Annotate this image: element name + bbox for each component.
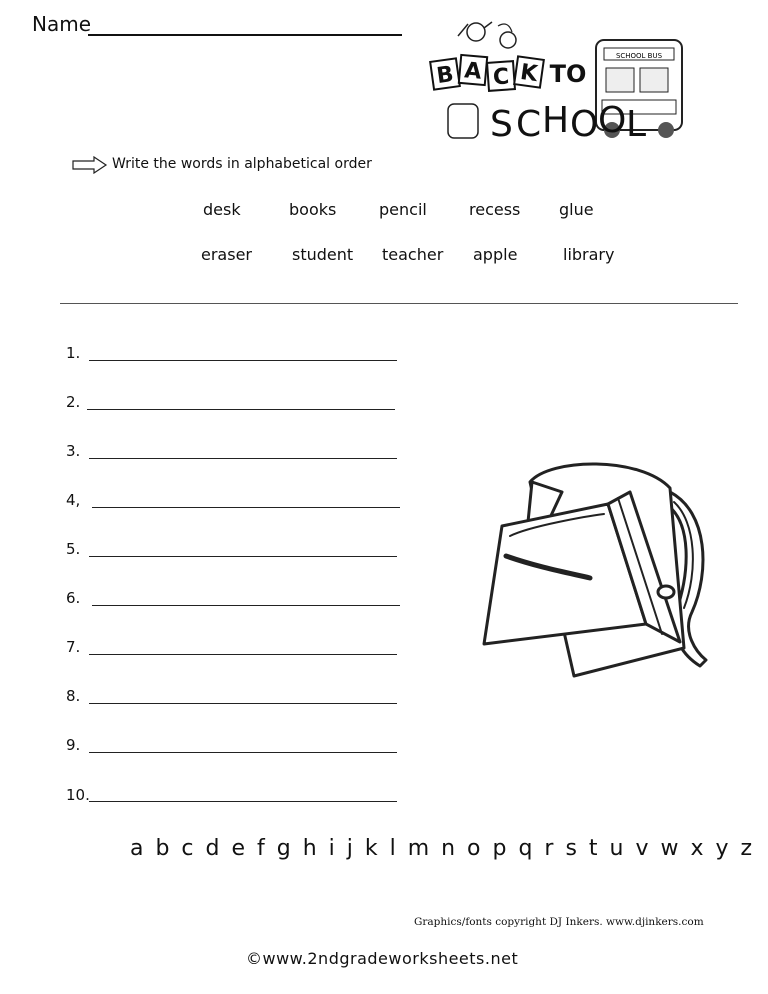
- word-bank-item: teacher: [382, 245, 444, 264]
- word-bank-item: student: [292, 245, 354, 264]
- answer-number: 2.: [66, 393, 81, 411]
- backpack-icon: [470, 452, 720, 702]
- answer-number: 8.: [66, 687, 81, 705]
- svg-text:K: K: [518, 59, 539, 88]
- svg-text:TO: TO: [549, 60, 587, 88]
- name-input-line[interactable]: [88, 34, 402, 36]
- copyright-credit: Graphics/fonts copyright DJ Inkers. www.djinkers.com: [414, 916, 704, 928]
- instructions-text: Write the words in alphabetical order: [112, 156, 372, 172]
- answer-line[interactable]: [89, 703, 397, 704]
- svg-text:C: C: [516, 104, 542, 145]
- answer-line[interactable]: [87, 409, 395, 410]
- answer-number: 6.: [66, 589, 81, 607]
- word-bank-item: recess: [469, 200, 521, 219]
- svg-text:SCHOOL BUS: SCHOOL BUS: [615, 52, 663, 60]
- name-label: Name: [32, 12, 92, 36]
- answer-number: 3.: [66, 442, 81, 460]
- answer-line[interactable]: [89, 458, 397, 459]
- answer-number: 7.: [66, 638, 81, 656]
- word-bank-item: pencil: [379, 200, 427, 219]
- svg-text:H: H: [542, 100, 570, 141]
- word-bank-item: apple: [473, 245, 518, 264]
- svg-text:A: A: [463, 58, 483, 85]
- svg-text:L: L: [626, 104, 647, 145]
- answer-number: 9.: [66, 736, 81, 754]
- svg-text:O: O: [570, 104, 599, 145]
- section-divider: [60, 303, 738, 304]
- alphabet-reference: a b c d e f g h i j k l m n o p q r s t u v w x y z: [130, 836, 753, 861]
- answer-number: 1.: [66, 344, 81, 362]
- word-bank-item: desk: [203, 200, 241, 219]
- word-bank-item: books: [289, 200, 337, 219]
- answer-line[interactable]: [92, 507, 400, 508]
- svg-text:B: B: [435, 61, 456, 90]
- answer-line[interactable]: [89, 360, 397, 361]
- svg-text:O: O: [598, 100, 627, 141]
- answer-number: 10.: [66, 786, 90, 804]
- word-bank-item: library: [563, 245, 615, 264]
- website-footer[interactable]: ©www.2ndgradeworksheets.net: [246, 949, 519, 968]
- answer-line[interactable]: [89, 556, 397, 557]
- answer-line[interactable]: [89, 752, 397, 753]
- back-to-school-logo: [428, 18, 690, 146]
- svg-text:C: C: [492, 64, 511, 91]
- word-bank-item: eraser: [201, 245, 252, 264]
- answer-number: 4,: [66, 491, 81, 509]
- arrow-right-icon: [72, 156, 108, 174]
- answer-number: 5.: [66, 540, 81, 558]
- answer-line[interactable]: [89, 654, 397, 655]
- svg-text:S: S: [490, 104, 513, 145]
- word-bank-item: glue: [559, 200, 594, 219]
- answer-line[interactable]: [89, 801, 397, 802]
- answer-line[interactable]: [92, 605, 400, 606]
